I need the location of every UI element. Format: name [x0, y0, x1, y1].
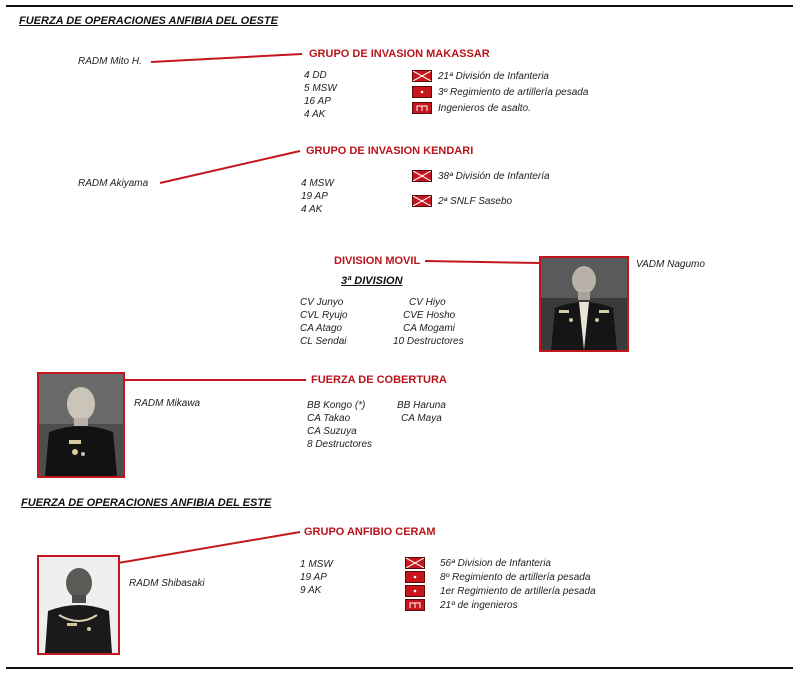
commander-akiyama: RADM Akiyama: [78, 178, 149, 189]
kendari-ship-list: [301, 177, 334, 216]
artillery-icon: [405, 585, 425, 597]
ship-item: 4 DD: [304, 70, 327, 81]
ship-item: CVE Hosho: [403, 310, 456, 321]
ship-item: CV Hiyo: [409, 297, 446, 308]
commander-shibasaki: RADM Shibasaki: [129, 578, 205, 589]
ship-item: CV Junyo: [300, 297, 344, 308]
unit-label: Ingenieros de asalto.: [438, 103, 531, 114]
infantry-icon: [412, 195, 432, 207]
section-title-west: FUERZA DE OPERACIONES ANFIBIA DEL OESTE: [19, 15, 278, 27]
commander-mito: RADM Mito H.: [78, 56, 142, 67]
infantry-icon: [405, 557, 425, 569]
infantry-icon: [412, 170, 432, 182]
ship-item: 19 AP: [300, 572, 327, 583]
ship-item: BB Kongo (*): [307, 400, 366, 411]
ship-item: 10 Destructores: [393, 336, 464, 347]
connector-movil: [425, 261, 539, 263]
cobertura-ships-left: [307, 399, 372, 451]
group-kendari: GRUPO DE INVASION KENDARI: [306, 145, 474, 157]
commander-nagumo: VADM Nagumo: [636, 259, 705, 270]
portrait-mikawa-image: [39, 374, 123, 476]
ship-item: 4 AK: [304, 109, 326, 120]
artillery-icon: [405, 571, 425, 583]
unit-label: 38ª División de Infantería: [438, 171, 550, 182]
portrait-nagumo: [539, 256, 629, 352]
group-makassar: GRUPO DE INVASION MAKASSAR: [309, 48, 490, 60]
ship-item: CL Sendai: [300, 336, 347, 347]
ship-item: CA Takao: [307, 413, 351, 424]
ship-item: 1 MSW: [300, 559, 333, 570]
ship-item: 4 AK: [301, 204, 323, 215]
unit-label: 21º de ingenieros: [440, 600, 518, 611]
subtitle-3-division: 3ª DIVISION: [341, 275, 403, 287]
unit-label: 1er Regimiento de artillería pesada: [440, 586, 596, 597]
infantry-icon: [412, 70, 432, 82]
engineer-icon: [405, 599, 425, 611]
portrait-shibasaki: [37, 555, 120, 655]
ceram-ship-list: [300, 558, 333, 597]
makassar-units: [412, 70, 652, 122]
unit-label: 2ª SNLF Sasebo: [438, 196, 513, 207]
ship-item: 16 AP: [304, 96, 331, 107]
ship-item: 5 MSW: [304, 83, 337, 94]
movil-ships-right-list: [393, 296, 464, 348]
ship-item: CA Suzuya: [307, 426, 357, 437]
portrait-nagumo-image: [541, 258, 627, 350]
commander-mikawa: RADM Mikawa: [134, 398, 201, 409]
unit-label: 56ª Division de Infanteria: [440, 558, 551, 569]
ship-item: 8 Destructores: [307, 439, 373, 450]
connector-kendari: [160, 151, 300, 183]
ship-item: CA Mogami: [403, 323, 455, 334]
connector-ceram: [118, 532, 300, 563]
makassar-ship-list: [304, 69, 337, 121]
ship-item: 4 MSW: [301, 178, 334, 189]
ship-item: 19 AP: [301, 191, 328, 202]
ship-item: CA Atago: [300, 323, 343, 334]
ship-item: CA Maya: [401, 413, 442, 424]
ship-item: 9 AK: [300, 585, 322, 596]
ship-item: CVL Ryujo: [300, 310, 348, 321]
unit-label: 21ª División de Infanteria: [438, 71, 549, 82]
group-division-movil: DIVISION MOVIL: [334, 255, 421, 267]
group-ceram: GRUPO ANFIBIO CERAM: [304, 526, 436, 538]
kendari-units: [412, 170, 652, 210]
connector-makassar: [151, 54, 302, 62]
ceram-units: [405, 557, 665, 623]
ship-item: BB Haruna: [397, 400, 446, 411]
portrait-shibasaki-image: [39, 557, 118, 653]
engineer-icon: [412, 102, 432, 114]
movil-ships-left: [300, 296, 348, 348]
unit-label: 3º Regimiento de artillería pesada: [438, 87, 589, 98]
artillery-icon: [412, 86, 432, 98]
cobertura-ships-right: [397, 399, 446, 425]
section-title-east: FUERZA DE OPERACIONES ANFIBIA DEL ESTE: [21, 497, 272, 509]
group-cobertura: FUERZA DE COBERTURA: [311, 374, 447, 386]
unit-label: 8º Regimiento de artillería pesada: [440, 572, 591, 583]
portrait-mikawa: [37, 372, 125, 478]
